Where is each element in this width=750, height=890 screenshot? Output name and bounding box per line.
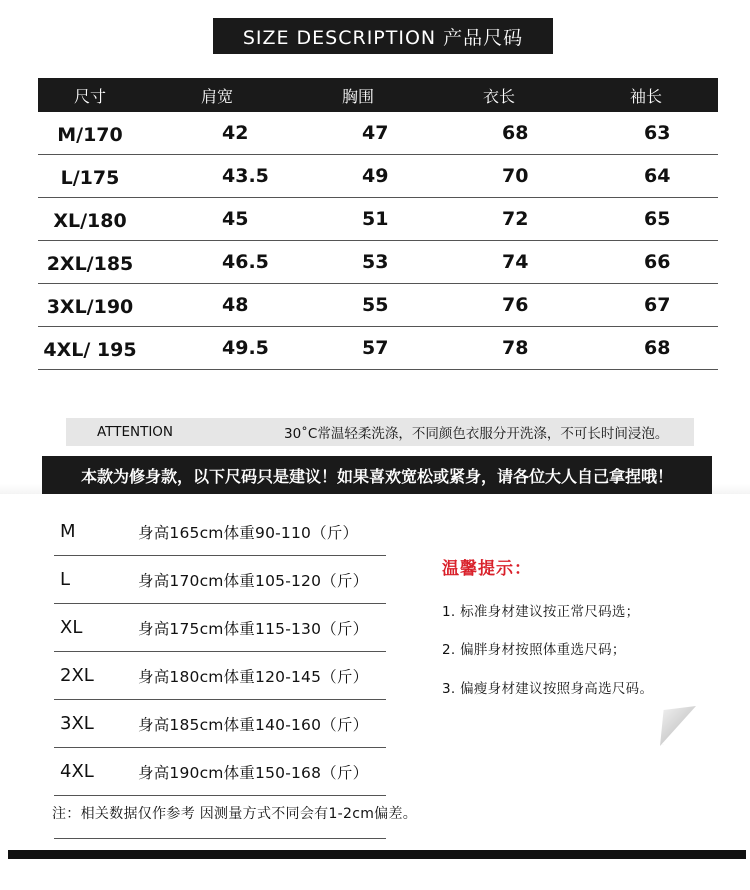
cell-length: 68: [502, 122, 529, 144]
tip-item: 3. 偏瘦身材建议按照身高选尺码。: [442, 681, 654, 697]
divider: [54, 838, 386, 839]
cell-size: L/175: [60, 167, 120, 189]
tip-item: 1. 标准身材建议按正常尺码选；: [442, 604, 640, 620]
bottom-bar: [8, 850, 746, 859]
list-size: 4XL: [60, 761, 94, 782]
tips-title: 温馨提示：: [442, 559, 532, 579]
header-chest: 胸围: [341, 86, 374, 106]
cell-shoulder: 46.5: [222, 251, 269, 273]
cell-length: 78: [502, 337, 529, 359]
cell-chest: 51: [362, 208, 389, 230]
list-desc: 身高190cm体重150-168（斤）: [138, 763, 369, 782]
cell-size: XL/180: [53, 210, 127, 232]
cell-shoulder: 49.5: [222, 337, 269, 359]
cell-sleeve: 67: [644, 294, 671, 316]
cell-shoulder: 42: [222, 122, 249, 144]
list-item: [54, 748, 386, 796]
table-row: [38, 241, 718, 284]
table-row: [38, 112, 718, 155]
list-item: [54, 700, 386, 748]
cell-chest: 49: [362, 165, 389, 187]
table-row: [38, 284, 718, 327]
fit-notice: 本款为修身款，以下尺码只是建议！如果喜欢宽松或紧身，请各位大人自己拿捏哦！: [42, 456, 712, 494]
cell-shoulder: 43.5: [222, 165, 269, 187]
size-table: [38, 78, 718, 370]
footnote: 注：相关数据仅作参考 因测量方式不同会有1-2cm偏差。: [52, 806, 418, 822]
cell-size: 4XL/ 195: [43, 339, 137, 361]
list-size: M: [60, 521, 76, 542]
tip-item: 2. 偏胖身材按照体重选尺码；: [442, 642, 626, 658]
list-size: 3XL: [60, 713, 94, 734]
cell-sleeve: 63: [644, 122, 671, 144]
cell-length: 70: [502, 165, 529, 187]
cell-size: M/170: [57, 124, 123, 146]
cell-size: 2XL/185: [46, 253, 134, 275]
table-row: [38, 198, 718, 241]
page-title: SIZE DESCRIPTION 产品尺码: [213, 18, 553, 54]
cell-sleeve: 68: [644, 337, 671, 359]
list-item: [54, 652, 386, 700]
attention-bar: [66, 418, 694, 446]
list-item: [54, 556, 386, 604]
list-size: XL: [60, 617, 83, 638]
cell-sleeve: 65: [644, 208, 671, 230]
header-length: 衣长: [482, 86, 515, 106]
list-item: [54, 604, 386, 652]
cell-length: 76: [502, 294, 529, 316]
cell-chest: 47: [362, 122, 389, 144]
list-desc: 身高165cm体重90-110（斤）: [138, 523, 359, 542]
list-desc: 身高180cm体重120-145（斤）: [138, 667, 369, 686]
list-desc: 身高170cm体重105-120（斤）: [138, 571, 369, 590]
cell-length: 74: [502, 251, 529, 273]
cell-size: 3XL/190: [46, 296, 134, 318]
cell-length: 72: [502, 208, 529, 230]
header-size: 尺寸: [73, 86, 106, 106]
size-table-header: [38, 78, 718, 112]
cell-chest: 55: [362, 294, 389, 316]
attention-text: 30˚C常温轻柔洗涤，不同颜色衣服分开洗涤，不可长时间浸泡。: [284, 426, 669, 442]
cell-chest: 53: [362, 251, 389, 273]
cell-sleeve: 66: [644, 251, 671, 273]
attention-label: ATTENTION: [97, 424, 174, 440]
height-weight-list: [54, 508, 386, 796]
table-row: [38, 327, 718, 370]
cell-chest: 57: [362, 337, 389, 359]
table-row: [38, 155, 718, 198]
header-shoulder: 肩宽: [200, 86, 233, 106]
cell-shoulder: 45: [222, 208, 249, 230]
list-size: 2XL: [60, 665, 94, 686]
list-size: L: [60, 569, 71, 590]
list-item: [54, 508, 386, 556]
list-desc: 身高175cm体重115-130（斤）: [138, 619, 369, 638]
cell-shoulder: 48: [222, 294, 249, 316]
cell-sleeve: 64: [644, 165, 671, 187]
header-sleeve: 袖长: [629, 86, 662, 106]
list-desc: 身高185cm体重140-160（斤）: [138, 715, 369, 734]
